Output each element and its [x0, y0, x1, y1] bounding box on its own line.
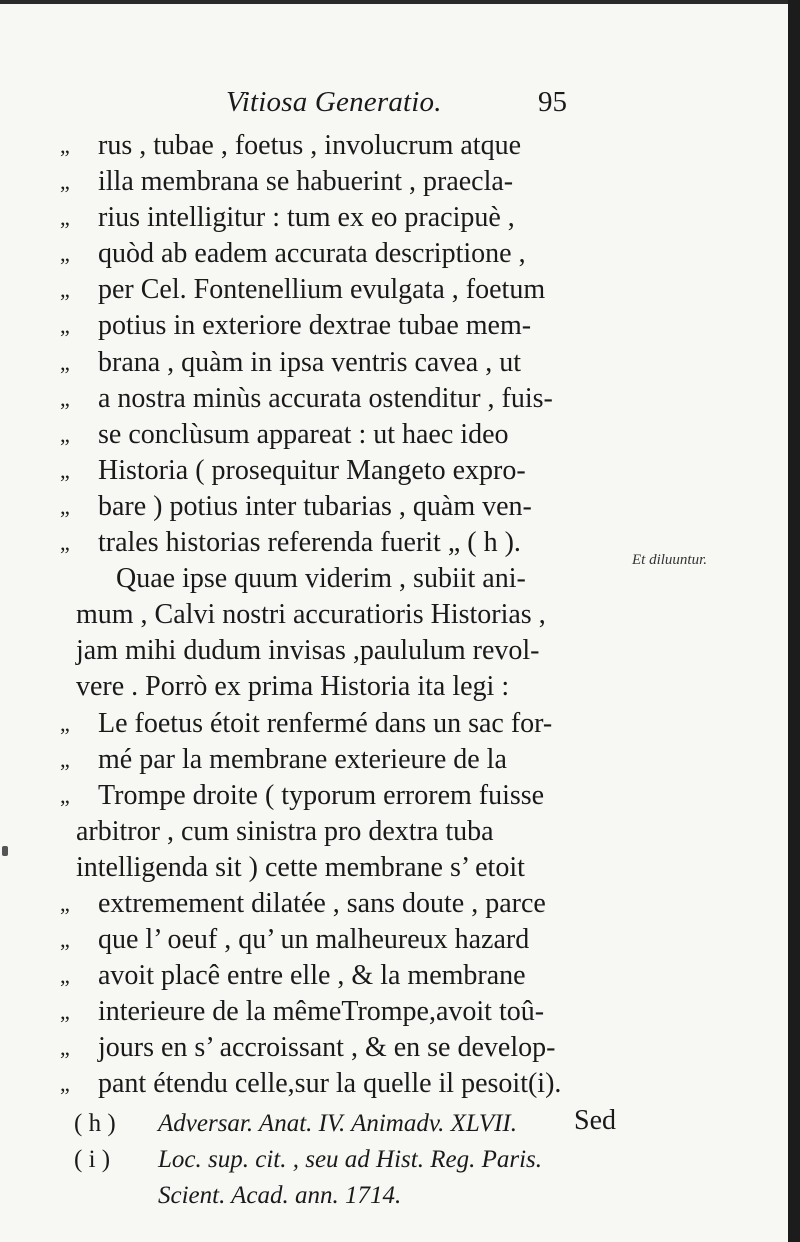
line-text: pant étendu celle,sur la quelle il pesoit(i).: [98, 1068, 562, 1100]
line-text: jam mihi dudum invisas ,paululum revol-: [76, 635, 540, 667]
text-line: [60, 236, 650, 272]
footnote: [74, 1106, 674, 1142]
binding-mark: [2, 846, 8, 856]
text-line: [60, 561, 650, 597]
quote-mark: „: [60, 710, 68, 736]
quote-mark: „: [60, 205, 68, 231]
text-line: [60, 272, 650, 308]
footnote: [74, 1178, 674, 1214]
text-line: [60, 597, 650, 633]
text-line: [60, 994, 650, 1030]
footnote-text: Adversar. Anat. IV. Animadv. XLVII.: [158, 1110, 517, 1137]
text-line: [60, 1066, 650, 1102]
page-number: 95: [538, 86, 567, 118]
line-text: brana , quàm in ipsa ventris cavea , ut: [98, 346, 521, 378]
quote-mark: „: [60, 927, 68, 953]
line-text: rus , tubae , foetus , involucrum atque: [98, 130, 522, 161]
text-line: [60, 417, 650, 453]
text-line: [60, 850, 650, 886]
line-text: interieure de la mêmeTrompe,avoit toû-: [98, 996, 545, 1028]
quote-mark: „: [60, 133, 68, 158]
footnote-marker: ( h ): [74, 1110, 116, 1137]
quote-mark: „: [60, 530, 68, 556]
text-line: [60, 164, 650, 200]
text-line: [60, 706, 650, 742]
footnote-marker: ( i ): [74, 1146, 111, 1173]
footnotes: [74, 1106, 674, 1214]
quote-mark: „: [60, 313, 68, 339]
quote-mark: „: [60, 1035, 68, 1061]
line-text: vere . Porrò ex prima Historia ita legi :: [76, 671, 510, 703]
quote-mark: „: [60, 169, 68, 195]
body-text: [60, 128, 650, 1139]
text-line: [60, 453, 650, 489]
line-text: per Cel. Fontenellium evulgata , foetum: [98, 274, 546, 306]
text-line: [60, 886, 650, 922]
text-line: [60, 922, 650, 958]
line-text: Quae ipse quum viderim , subiit ani-: [116, 563, 526, 595]
running-title: Vitiosa Generatio.: [226, 86, 442, 118]
text-line: [60, 742, 650, 778]
line-text: Le foetus étoit renfermé dans un sac for-: [98, 707, 553, 739]
line-text: quòd ab eadem accurata descriptione ,: [98, 238, 526, 270]
quote-mark: „: [60, 277, 68, 303]
quote-mark: „: [60, 963, 68, 989]
quote-mark: „: [60, 890, 68, 916]
text-line: [60, 633, 650, 669]
line-text: que l’ oeuf , qu’ un malheureux hazard: [98, 924, 530, 956]
text-line: [60, 200, 650, 236]
margin-note: Et diluuntur.: [632, 552, 708, 568]
text-line: [60, 308, 650, 344]
line-text: rius intelligitur : tum ex eo pracipuè ,: [98, 202, 515, 234]
footnote-text: Loc. sup. cit. , seu ad Hist. Reg. Paris.: [158, 1146, 543, 1173]
footnote: [74, 1142, 674, 1178]
text-line: [60, 669, 650, 705]
page-right-edge: [788, 0, 800, 1242]
line-text: bare ) potius inter tubarias , quàm ven-: [98, 490, 532, 522]
text-line: [60, 381, 650, 417]
line-text: jours en s’ accroissant , & en se develop-: [98, 1032, 556, 1064]
line-text: mé par la membrane exterieure de la: [98, 743, 507, 775]
line-text: trales historias referenda fuerit „ ( h ).: [98, 527, 521, 559]
quote-mark: „: [60, 385, 68, 411]
text-line: [60, 1030, 650, 1066]
text-line: [60, 128, 650, 164]
quote-mark: „: [60, 746, 68, 772]
footnote-text: Scient. Acad. ann. 1714.: [158, 1182, 402, 1209]
line-text: Trompe droite ( typorum errorem fuisse: [98, 779, 545, 811]
quote-mark: „: [60, 782, 68, 808]
line-text: avoit placê entre elle , & la membrane: [98, 960, 526, 992]
quote-mark: „: [60, 421, 68, 447]
line-text: intelligenda sit ) cette membrane s’ etoit: [76, 851, 525, 883]
line-text: illa membrana se habuerint , praecla-: [98, 166, 514, 198]
line-text: Historia ( prosequitur Mangeto expro-: [98, 454, 526, 486]
line-text: arbitror , cum sinistra pro dextra tuba: [76, 815, 494, 847]
text-line: [60, 778, 650, 814]
line-text: potius in exteriore dextrae tubae mem-: [98, 310, 532, 342]
page-top-edge: [0, 0, 800, 4]
quote-mark: „: [60, 457, 68, 483]
quote-mark: „: [60, 1071, 68, 1097]
quote-mark: „: [60, 349, 68, 375]
text-line: [60, 814, 650, 850]
line-text: extremement dilatée , sans doute , parce: [98, 887, 546, 919]
catchword: Sed: [574, 1104, 616, 1136]
line-text: se conclùsum appareat : ut haec ideo: [98, 418, 509, 450]
quote-mark: „: [60, 493, 68, 519]
line-text: mum , Calvi nostri accuratioris Historias ,: [76, 599, 546, 631]
text-line: [60, 525, 650, 561]
text-line: [60, 958, 650, 994]
line-text: a nostra minùs accurata ostenditur , fuis-: [98, 382, 553, 414]
quote-mark: „: [60, 241, 68, 267]
text-line: [60, 489, 650, 525]
text-line: [60, 345, 650, 381]
quote-mark: „: [60, 999, 68, 1025]
